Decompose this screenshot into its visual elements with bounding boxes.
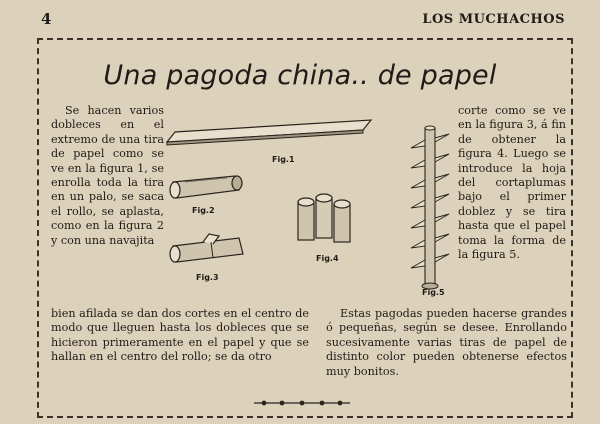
figure-2-rolled-tube bbox=[165, 172, 245, 204]
figure-2-caption: Fig.2 bbox=[192, 206, 215, 215]
figure-5-caption: Fig.5 bbox=[422, 288, 445, 297]
figure-3-cut-roll bbox=[165, 232, 249, 268]
text-column-left-bottom bbox=[51, 307, 309, 365]
article-title: Una pagoda china.. de papel bbox=[103, 60, 497, 91]
paragraph: bien afilada se dan dos cortes en el centro de modo que lleguen hasta los dobleces que se hicieron primeramente en el papel y que se hallan en el centro del rollo; se da otro bbox=[51, 307, 309, 364]
figure-5-pagoda bbox=[405, 120, 451, 290]
figure-1-paper-strip bbox=[165, 118, 375, 154]
figure-3-caption: Fig.3 bbox=[196, 273, 219, 282]
page-number: 4 bbox=[41, 10, 52, 28]
text-column-left-top bbox=[51, 104, 164, 248]
paragraph: corte como se ve en la figura 3, á fin de obtener la figura 4. Luego se introduce la hoja del cortaplumas bajo el primer doblez y se tira hasta que el papel toma la forma de la figura 5. bbox=[458, 104, 566, 262]
text-column-right-bottom bbox=[326, 307, 567, 379]
figure-4-caption: Fig.4 bbox=[316, 254, 339, 263]
paragraph: Se hacen varios dobleces en el extremo de una tira de papel como se ve en la figura 1, se enrolla toda la tira en un palo, se saca el rollo, se aplasta, como en la figura 2 y con una navajita bbox=[51, 104, 164, 247]
text-column-right-top bbox=[458, 104, 566, 262]
paragraph: Estas pagodas pueden hacerse grandes ó pequeñas, según se desee. Enrollando sucesivamente varias tiras de papel de distinto color pueden obtenerse efectos muy bonitos. bbox=[326, 307, 567, 378]
figure-4-split-roll bbox=[294, 190, 354, 248]
magazine-title: LOS MUCHACHOS bbox=[422, 12, 565, 27]
figure-1-caption: Fig.1 bbox=[272, 155, 295, 164]
ornament-divider bbox=[252, 396, 352, 410]
page-header bbox=[0, 8, 600, 32]
